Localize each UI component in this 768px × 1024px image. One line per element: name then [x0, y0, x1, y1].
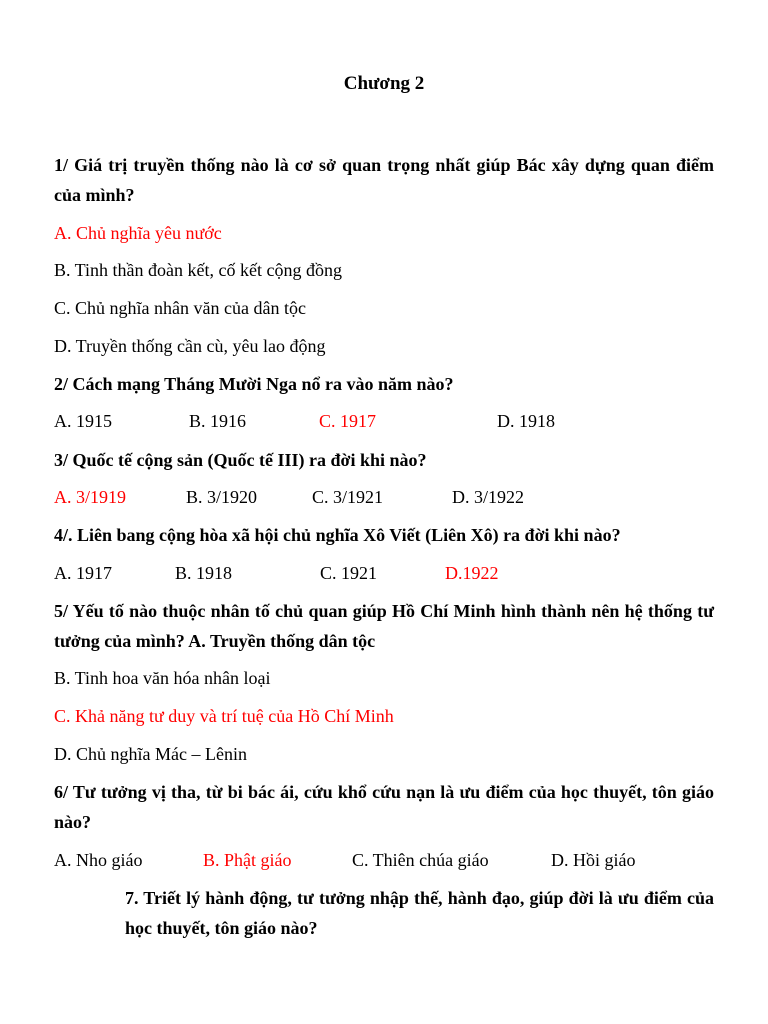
- q5-option-d: D. Chủ nghĩa Mác – Lênin: [54, 744, 247, 764]
- question-7: 7. Triết lý hành động, tư tưởng nhập thế, hành đạo, giúp đời là ưu điểm của học thuyết, tôn giáo nào?: [125, 888, 714, 938]
- q3-option-a: A. 3/1919: [54, 487, 126, 507]
- question-6: 6/ Tư tưởng vị tha, từ bi bác ái, cứu khổ cứu nạn là ưu điểm của học thuyết, tôn giáo nào?: [54, 782, 714, 832]
- q2-option-b: B. 1916: [189, 411, 247, 431]
- page-title: Chương 2: [343, 73, 425, 94]
- q4-option-d: D.1922: [445, 563, 499, 583]
- q4-option-b: B. 1918: [175, 563, 233, 583]
- q6-option-c: C. Thiên chúa giáo: [352, 850, 489, 870]
- q1-option-b: B. Tinh thần đoàn kết, cố kết cộng đồng: [54, 260, 342, 280]
- q6-option-a: A. Nho giáo: [54, 850, 143, 870]
- q2-option-a: A. 1915: [54, 411, 112, 431]
- q5-option-c: C. Khả năng tư duy và trí tuệ của Hồ Chí Minh: [54, 706, 394, 726]
- q4-option-a: A. 1917: [54, 563, 112, 583]
- question-1: 1/ Giá trị truyền thống nào là cơ sở quan trọng nhất giúp Bác xây dựng quan điểm của mình?: [54, 155, 714, 205]
- question-5: 5/ Yếu tố nào thuộc nhân tố chủ quan giúp Hồ Chí Minh hình thành nên hệ thống tư tưởng của mình? A. Truyền thống dân tộc: [54, 601, 714, 651]
- q3-option-d: D. 3/1922: [452, 487, 524, 507]
- q3-option-b: B. 3/1920: [186, 487, 258, 507]
- q4-option-c: C. 1921: [320, 563, 378, 583]
- q2-option-c: C. 1917: [319, 411, 377, 431]
- q3-option-c: C. 3/1921: [312, 487, 384, 507]
- question-4: 4/. Liên bang cộng hòa xã hội chủ nghĩa Xô Viết (Liên Xô) ra đời khi nào?: [54, 525, 621, 545]
- q1-option-d: D. Truyền thống cần cù, yêu lao động: [54, 336, 326, 356]
- question-2: 2/ Cách mạng Tháng Mười Nga nổ ra vào năm nào?: [54, 374, 454, 394]
- q6-option-b: B. Phật giáo: [203, 850, 292, 870]
- q5-option-b: B. Tinh hoa văn hóa nhân loại: [54, 668, 271, 688]
- question-3: 3/ Quốc tế cộng sản (Quốc tế III) ra đời khi nào?: [54, 450, 427, 470]
- q2-option-d: D. 1918: [497, 411, 555, 431]
- q1-option-a: A. Chủ nghĩa yêu nước: [54, 223, 222, 243]
- q6-option-d: D. Hồi giáo: [551, 850, 636, 870]
- q1-option-c: C. Chủ nghĩa nhân văn của dân tộc: [54, 298, 306, 318]
